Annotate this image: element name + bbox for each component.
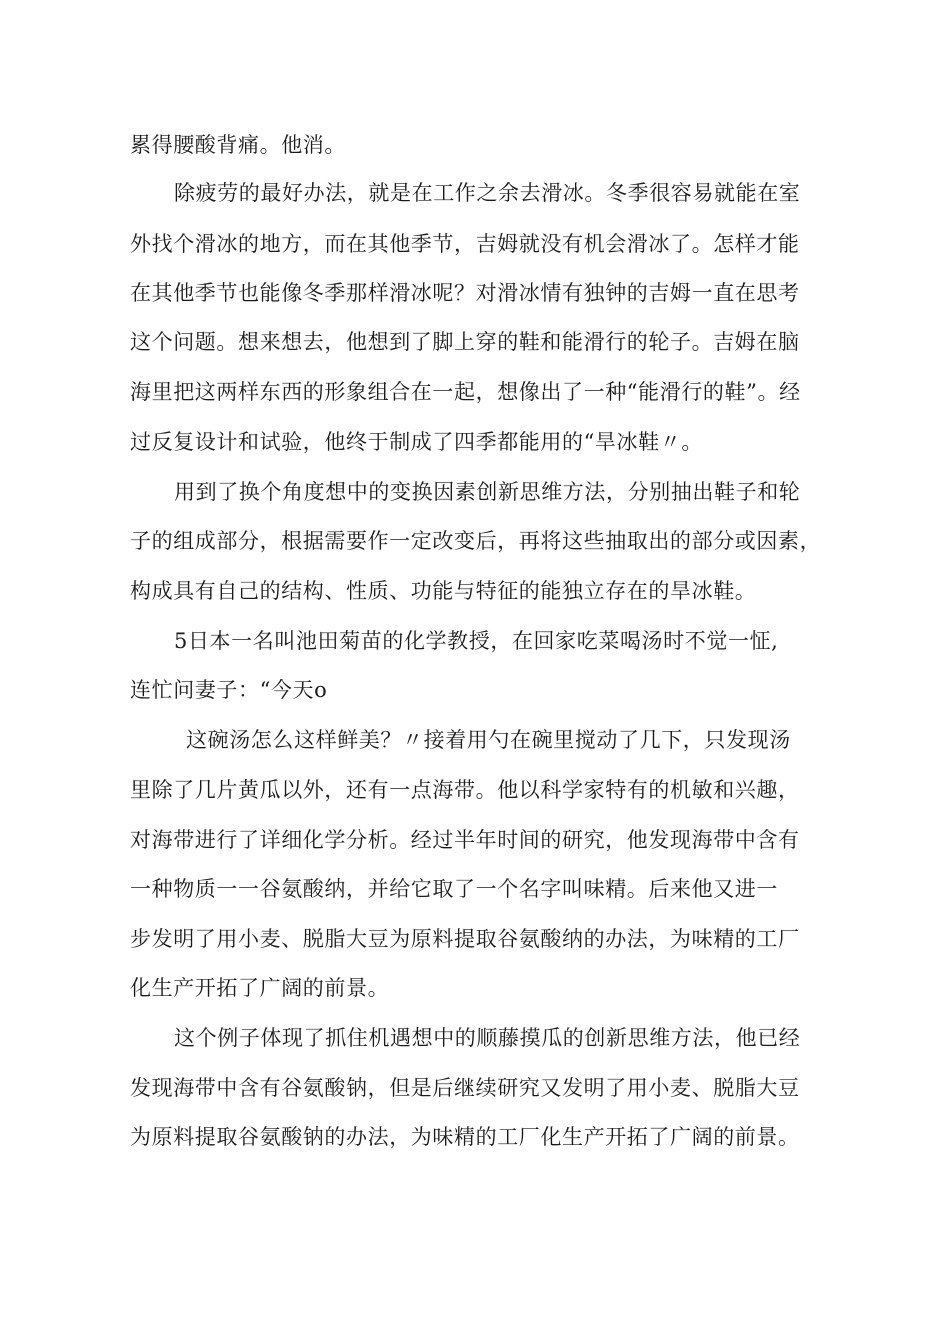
text-line: 在其他季节也能像冬季那样滑冰呢？对滑冰情有独钟的吉姆一直在思考 (130, 281, 800, 305)
text-line: 用到了换个角度想中的变换因素创新思维方法，分别抽出鞋子和轮 (174, 480, 801, 504)
text-line: 化生产开拓了广阔的前景。 (130, 976, 390, 1000)
text-line: 外找个滑冰的地方，而在其他季节，吉姆就没有机会滑冰了。怎样才能 (130, 232, 800, 256)
text-line: 这个问题。想来想去，他想到了脚上穿的鞋和能滑行的轮子。吉姆在脑 (130, 330, 800, 354)
text-line: 过反复设计和试验，他终于制成了四季都能用的“旱冰鞋〃。 (130, 430, 703, 454)
text-line: 除疲劳的最好办法，就是在工作之余去滑冰。冬季很容易就能在室 (174, 181, 801, 205)
text-line: 对海带进行了详细化学分析。经过半年时间的研究，他发现海带中含有 (130, 828, 800, 852)
text-line: 这个例子体现了抓住机遇想中的顺藤摸瓜的创新思维方法，他已经 (174, 1026, 801, 1050)
text-line: 构成具有自己的结构、性质、功能与特征的能独立存在的旱冰鞋。 (130, 579, 757, 603)
text-line: 5日本一名叫池田菊苗的化学教授，在回家吃菜喝汤时不觉一怔, (174, 629, 779, 653)
text-line: 子的组成部分，根据需要作一定改变后，再将这些抽取出的部分或因素， (130, 529, 822, 553)
text-line: 累得腰酸背痛。他消。 (130, 133, 346, 157)
text-line: 这碗汤怎么这样鲜美？〃接着用勺在碗里搅动了几下，只发现汤 (186, 728, 791, 752)
text-line: 里除了几片黄瓜以外，还有一点海带。他以科学家特有的机敏和兴趣， (130, 778, 800, 802)
text-line: 发现海带中含有谷氨酸钠，但是后继续研究又发明了用小麦、脱脂大豆 (130, 1076, 800, 1100)
text-line: 海里把这两样东西的形象组合在一起，想像出了一种“能滑行的鞋”。经 (130, 380, 801, 404)
text-line: 为原料提取谷氨酸钠的办法，为味精的工厂化生产开拓了广阔的前景。 (130, 1125, 800, 1149)
text-line: 一种物质一一谷氨酸纳，并给它取了一个名字叫味精。后来他又进一 (130, 877, 778, 901)
text-line: 步发明了用小麦、脱脂大豆为原料提取谷氨酸纳的办法，为味精的工厂 (130, 927, 800, 951)
text-line: 连忙问妻子：“今天o (130, 678, 328, 702)
